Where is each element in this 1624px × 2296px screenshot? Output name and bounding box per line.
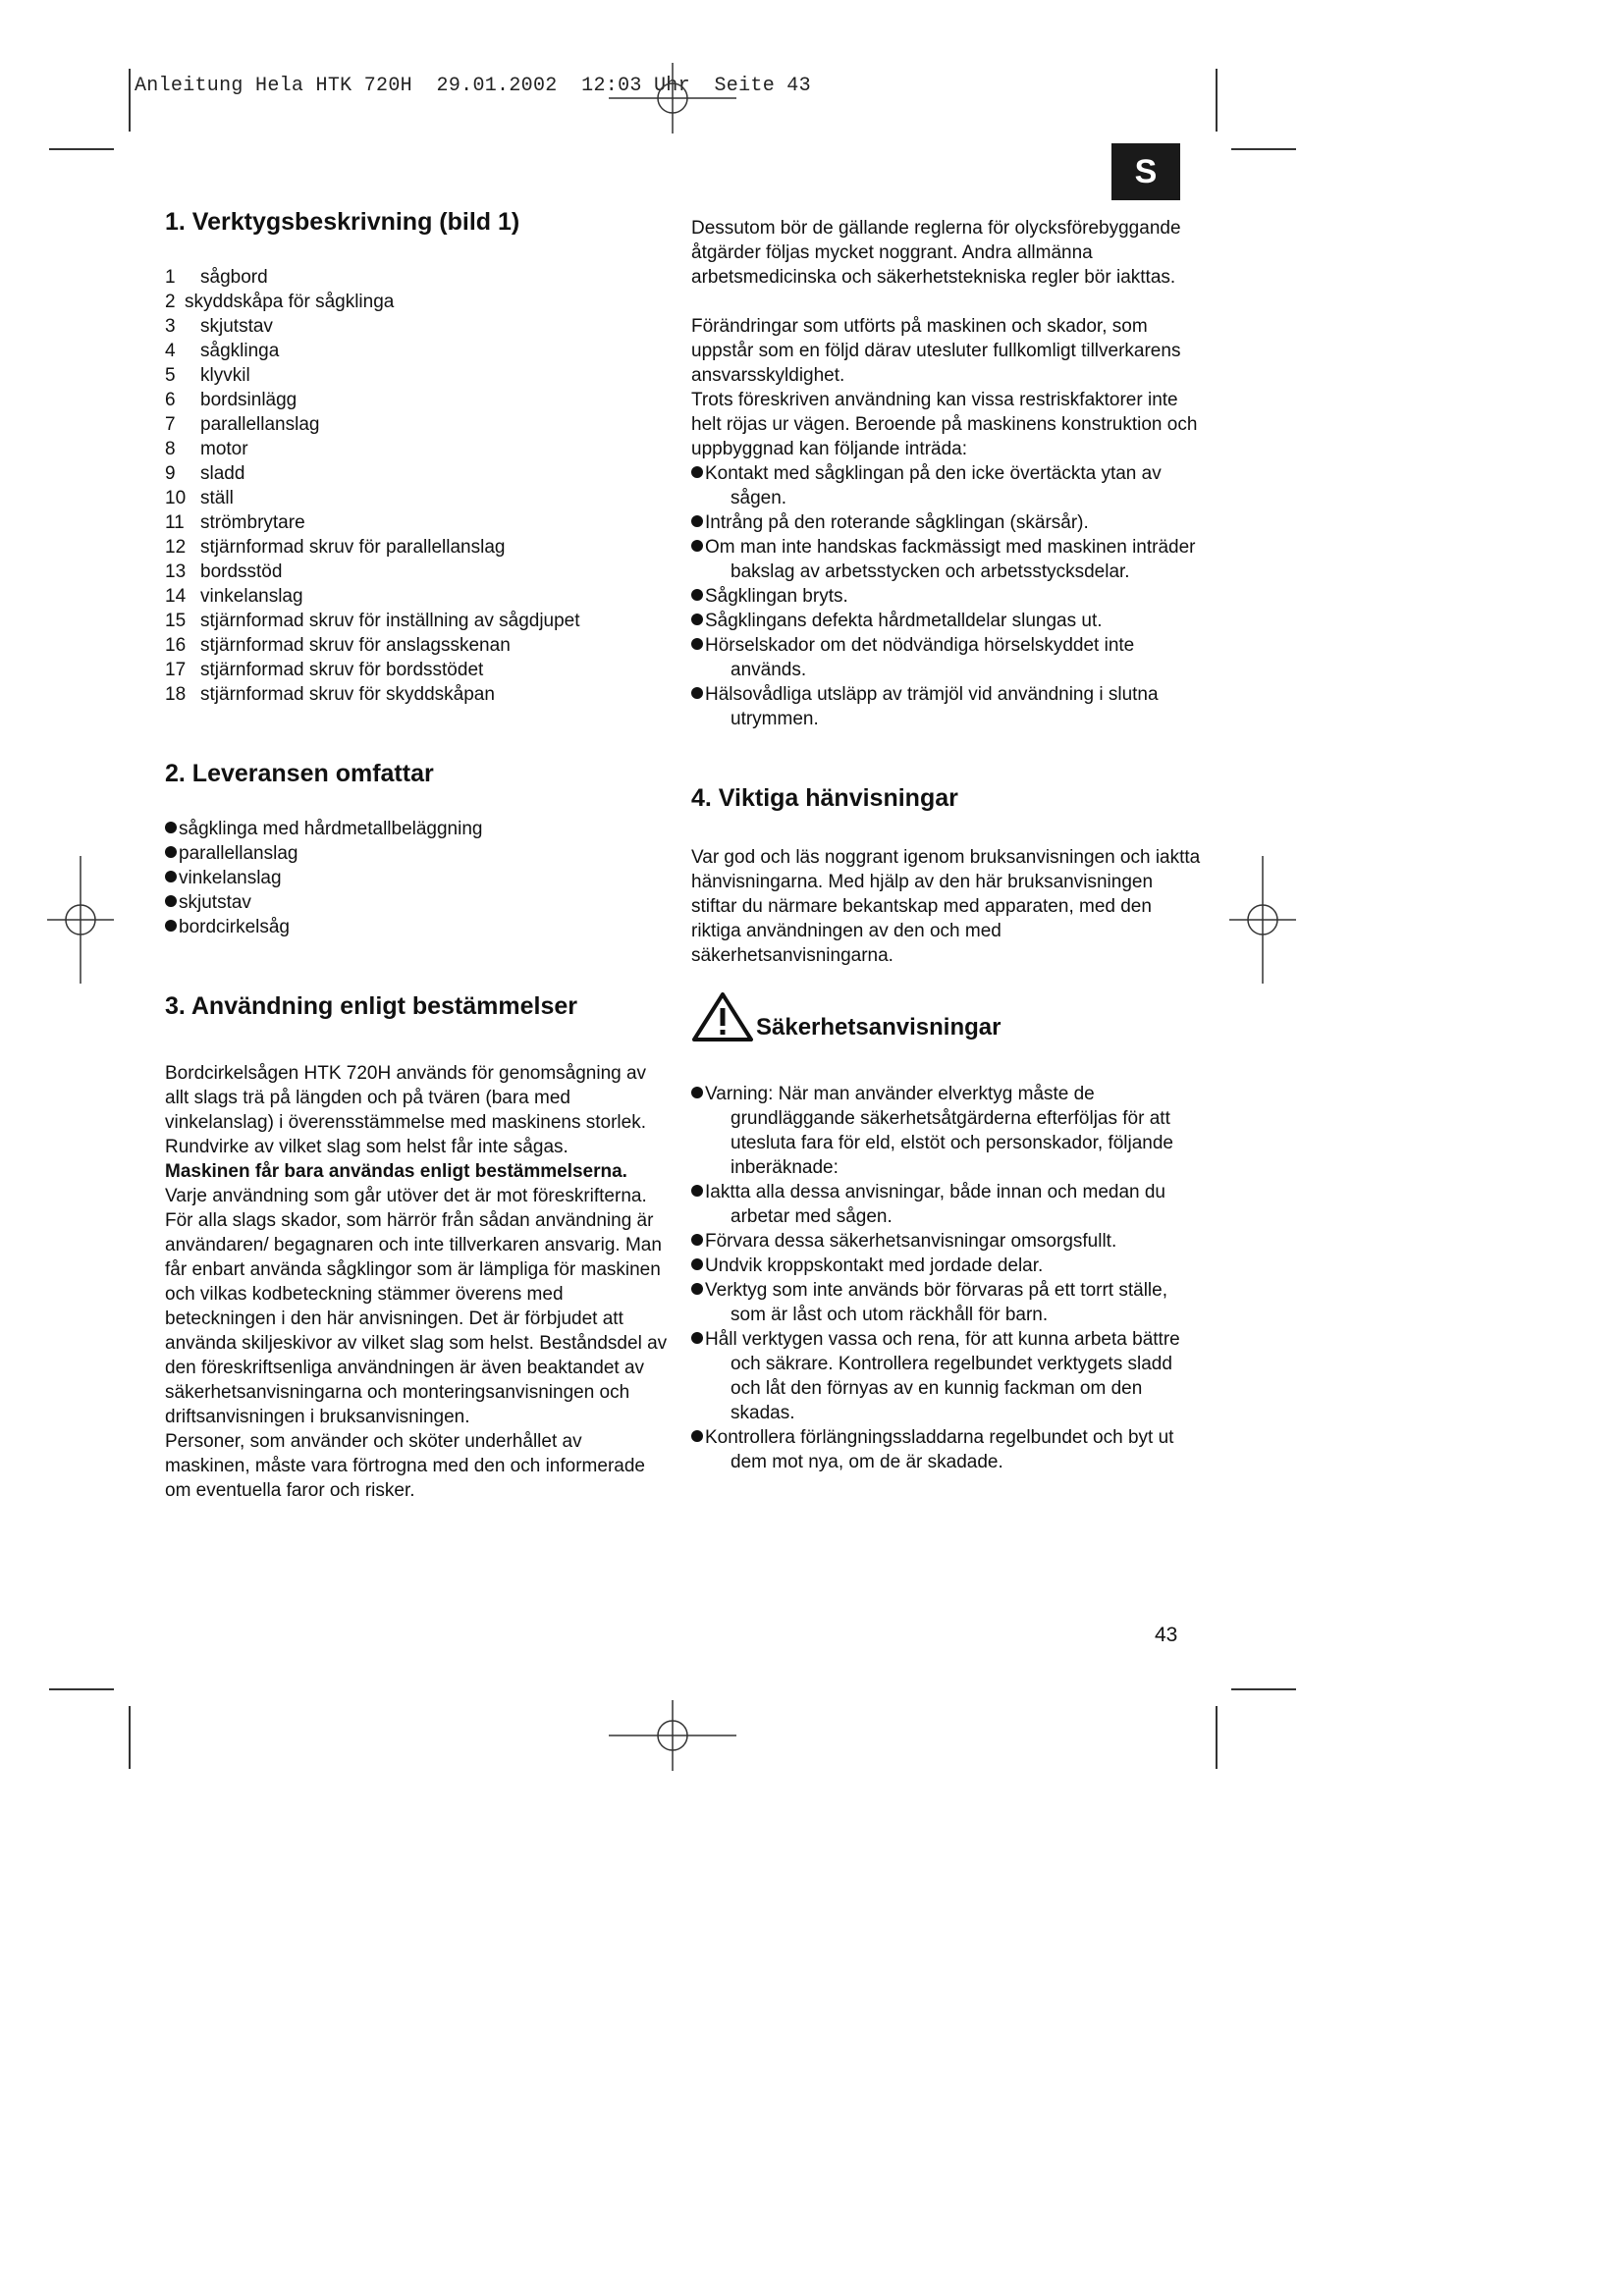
bullet-icon	[165, 895, 177, 907]
rules-paragraph: Dessutom bör de gällande reglerna för olycksförebyggande åtgärder följas mycket noggrant. Andra allmänna arbetsmedicinska och säkerhetstekniska regler bör iakttas.	[691, 218, 1181, 288]
risk-item-text: Om man inte handskas fackmässigt med maskinen inträder bakslag av arbetsstycken och arbetsstycksdelar.	[705, 537, 1196, 582]
tool-part-item	[165, 290, 671, 314]
tool-part-item	[165, 412, 671, 437]
bullet-icon	[691, 614, 703, 625]
bullet-icon	[691, 1430, 703, 1442]
delivery-item	[165, 866, 671, 890]
bullet-icon	[165, 871, 177, 882]
crop-mark-left-bottom-vertical	[129, 1706, 131, 1769]
bullet-icon	[165, 846, 177, 858]
tool-part-item	[165, 510, 671, 535]
safety-item	[691, 1229, 1202, 1254]
residual-risks-paragraph: Trots föreskriven användning kan vissa restriskfaktorer inte helt röjas ur vägen. Beroende på maskinens konstruktion och uppbyggnad kan följande inträda:	[691, 390, 1198, 459]
crop-mark-right-bottom-vertical	[1216, 1706, 1218, 1769]
tool-part-number: 14	[165, 586, 187, 607]
tool-part-item	[165, 363, 671, 388]
delivery-item-text: sågklinga med hårdmetallbeläggning	[179, 819, 483, 839]
tool-part-label: stjärnformad skruv för anslagsskenan	[200, 635, 511, 656]
tool-part-number: 12	[165, 537, 187, 558]
safety-item	[691, 1278, 1202, 1327]
risk-item-text: Hörselskador om det nödvändiga hörselskyddet inte används.	[705, 635, 1135, 680]
crop-mark-right-bottom-horizontal	[1231, 1688, 1296, 1690]
residual-risks-list	[691, 461, 1202, 731]
instructions-paragraph: Var god och läs noggrant igenom bruksanvisningen och iaktta hänvisningarna. Med hjälp av den här bruksanvisningen stiftar du närmare bekantskap med apparaten, med den riktiga användningen av den och med säkerhetsanvisningarna.	[691, 847, 1201, 966]
risk-item	[691, 461, 1202, 510]
risk-item-text: Sågklingans defekta hårdmetalldelar slungas ut.	[705, 611, 1103, 631]
risk-item	[691, 682, 1202, 731]
safety-item	[691, 1180, 1202, 1229]
safety-item-text: Håll verktygen vassa och rena, för att kunna arbeta bättre och säkrare. Kontrollera regelbundet verktygets sladd och låt den förnyas av en kunnig fackman om den skadas.	[705, 1329, 1180, 1423]
tool-part-label: motor	[200, 439, 248, 459]
tool-part-number: 7	[165, 414, 176, 435]
tool-part-label: skyddskåpa för sågklinga	[185, 292, 395, 312]
tool-part-label: sågklinga	[200, 341, 280, 361]
tool-part-number: 17	[165, 660, 187, 680]
tool-part-item	[165, 658, 671, 682]
tool-part-number: 11	[165, 512, 185, 533]
tool-part-label: stjärnformad skruv för skyddskåpan	[200, 684, 495, 705]
delivery-item-text: bordcirkelsåg	[179, 917, 290, 937]
risk-item-text: Intrång på den roterande sågklingan (skärsår).	[705, 512, 1089, 533]
tool-part-number: 10	[165, 488, 187, 508]
bullet-icon	[691, 540, 703, 552]
safety-item-text: Iaktta alla dessa anvisningar, både innan och medan du arbetar med sågen.	[705, 1182, 1165, 1227]
risk-item-text: Hälsovådliga utsläpp av trämjöl vid användning i slutna utrymmen.	[705, 684, 1159, 729]
crop-mark-left-bottom-horizontal	[49, 1688, 114, 1690]
modifications-paragraph: Förändringar som utförts på maskinen och skador, som uppstår som en följd därav utesluter fullkomligt tillverkarens ansvarsskyldighet.	[691, 316, 1181, 386]
usage-bold-note: Maskinen får bara användas enligt bestämmelserna.	[165, 1161, 627, 1182]
tool-part-number: 2	[165, 292, 176, 312]
tool-part-item	[165, 633, 671, 658]
tool-part-item	[165, 339, 671, 363]
section-4-title: 4. Viktiga hänvisningar	[691, 784, 958, 812]
risk-item-text: Kontakt med sågklingan på den icke övertäckta ytan av sågen.	[705, 463, 1162, 508]
crop-mark-left-top-vertical	[129, 69, 131, 132]
tool-parts-list	[165, 265, 671, 707]
tool-part-label: bordsstöd	[200, 561, 283, 582]
registration-mark-top-icon	[609, 63, 736, 133]
safety-heading	[691, 991, 1202, 1042]
tool-part-label: ställ	[200, 488, 234, 508]
delivery-item	[165, 841, 671, 866]
safety-item-text: Undvik kroppskontakt med jordade delar.	[705, 1255, 1044, 1276]
registration-mark-bottom-icon	[609, 1700, 736, 1771]
language-badge: S	[1111, 143, 1180, 200]
bullet-icon	[691, 1258, 703, 1270]
section-2-title: 2. Leveransen omfattar	[165, 760, 434, 787]
tool-part-item	[165, 609, 671, 633]
tool-part-label: skjutstav	[200, 316, 273, 337]
safety-item-text: Förvara dessa säkerhetsanvisningar omsorgsfullt.	[705, 1231, 1117, 1252]
delivery-item-text: skjutstav	[179, 892, 251, 913]
left-column	[165, 206, 671, 1503]
registration-mark-left-icon	[47, 856, 114, 984]
tool-part-item	[165, 314, 671, 339]
risk-item	[691, 535, 1202, 584]
crop-mark-right-top-vertical	[1216, 69, 1218, 132]
usage-paragraph-2: Varje användning som går utöver det är mot föreskrifterna. För alla slags skador, som härrör från sådan användning är användaren/ begagnaren och inte tillverkaren ansvarig. Man får enbart använda sågklingor som är lämpliga för maskinen och vilkas kodbeteckning stämmer överens med beteckningen i den här anvisningen. Det är förbjudet att använda skiljeskivor av vilket slag som helst. Beståndsdel av den föreskriftsenliga användningen är även beaktandet av säkerhetsanvisningarna och monteringsanvisningen och driftsanvisningen i bruksanvisningen.	[165, 1186, 668, 1427]
tool-part-item	[165, 486, 671, 510]
safety-item	[691, 1254, 1202, 1278]
tool-part-number: 4	[165, 341, 176, 361]
usage-paragraph-1: Bordcirkelsågen HTK 720H används för genomsågning av allt slags trä på längden och på tvären (bara med vinkelanslag) i överensstämmelse med maskinens storlek. Rundvirke av vilket slag som helst får inte sågas.	[165, 1063, 647, 1157]
tool-part-label: vinkelanslag	[200, 586, 303, 607]
tool-part-label: sladd	[200, 463, 245, 484]
tool-part-label: bordsinlägg	[200, 390, 298, 410]
bullet-icon	[691, 1185, 703, 1197]
tool-part-label: sågbord	[200, 267, 268, 288]
safety-list	[691, 1082, 1202, 1474]
safety-item	[691, 1327, 1202, 1425]
tool-part-number: 15	[165, 611, 187, 631]
delivery-item	[165, 890, 671, 915]
delivery-item	[165, 915, 671, 939]
tool-part-item	[165, 437, 671, 461]
right-column	[691, 216, 1202, 1474]
page-number: 43	[1155, 1624, 1178, 1646]
tool-part-number: 16	[165, 635, 187, 656]
tool-part-label: stjärnformad skruv för inställning av sågdjupet	[200, 611, 580, 631]
risk-item	[691, 633, 1202, 682]
tool-part-label: parallellanslag	[200, 414, 320, 435]
delivery-item	[165, 817, 671, 841]
bullet-icon	[691, 638, 703, 650]
tool-part-number: 18	[165, 684, 187, 705]
safety-item	[691, 1082, 1202, 1180]
usage-paragraph-3: Personer, som använder och sköter underhållet av maskinen, måste vara förtrogna med den och informerade om eventuella faror och risker.	[165, 1431, 645, 1501]
risk-item	[691, 584, 1202, 609]
bullet-icon	[691, 466, 703, 478]
tool-part-item	[165, 535, 671, 560]
bullet-icon	[691, 1283, 703, 1295]
tool-part-number: 3	[165, 316, 176, 337]
safety-title: Säkerhetsanvisningar	[756, 1014, 1001, 1041]
risk-item	[691, 609, 1202, 633]
bullet-icon	[691, 1087, 703, 1098]
tool-part-item	[165, 682, 671, 707]
registration-mark-right-icon	[1229, 856, 1296, 984]
delivery-item-text: vinkelanslag	[179, 868, 282, 888]
delivery-list	[165, 817, 671, 939]
crop-mark-right-top-horizontal	[1231, 148, 1296, 150]
safety-item-text: Verktyg som inte används bör förvaras på ett torrt ställe, som är låst och utom räckhåll för barn.	[705, 1280, 1168, 1325]
crop-mark-left-top-horizontal	[49, 148, 114, 150]
warning-triangle-icon	[691, 991, 754, 1042]
bullet-icon	[691, 589, 703, 601]
bullet-icon	[165, 822, 177, 833]
tool-part-number: 6	[165, 390, 176, 410]
delivery-item-text: parallellanslag	[179, 843, 298, 864]
safety-item-text: Kontrollera förlängningssladdarna regelbundet och byt ut dem mot nya, om de är skadade.	[705, 1427, 1174, 1472]
risk-item-text: Sågklingan bryts.	[705, 586, 848, 607]
section-3-title: 3. Användning enligt bestämmelser	[165, 992, 578, 1020]
tool-part-item	[165, 584, 671, 609]
bullet-icon	[691, 687, 703, 699]
print-header: Anleitung Hela HTK 720H 29.01.2002 12:03 Uhr Seite 43	[135, 75, 811, 97]
tool-part-number: 9	[165, 463, 176, 484]
tool-part-number: 8	[165, 439, 176, 459]
tool-part-label: klyvkil	[200, 365, 250, 386]
bullet-icon	[691, 515, 703, 527]
bullet-icon	[165, 920, 177, 932]
risk-item	[691, 510, 1202, 535]
tool-part-item	[165, 560, 671, 584]
tool-part-item	[165, 265, 671, 290]
tool-part-item	[165, 388, 671, 412]
safety-item-text: Varning: När man använder elverktyg måste de grundläggande säkerhetsåtgärderna efterföljas för att utesluta fara för eld, elstöt och personskador, följande inberäknade:	[705, 1084, 1173, 1178]
tool-part-item	[165, 461, 671, 486]
tool-part-number: 13	[165, 561, 187, 582]
tool-part-label: stjärnformad skruv för bordsstödet	[200, 660, 484, 680]
tool-part-number: 1	[165, 267, 176, 288]
tool-part-number: 5	[165, 365, 176, 386]
tool-part-label: strömbrytare	[200, 512, 305, 533]
bullet-icon	[691, 1234, 703, 1246]
bullet-icon	[691, 1332, 703, 1344]
safety-item	[691, 1425, 1202, 1474]
section-1-title: 1. Verktygsbeskrivning (bild 1)	[165, 208, 520, 236]
tool-part-label: stjärnformad skruv för parallellanslag	[200, 537, 506, 558]
